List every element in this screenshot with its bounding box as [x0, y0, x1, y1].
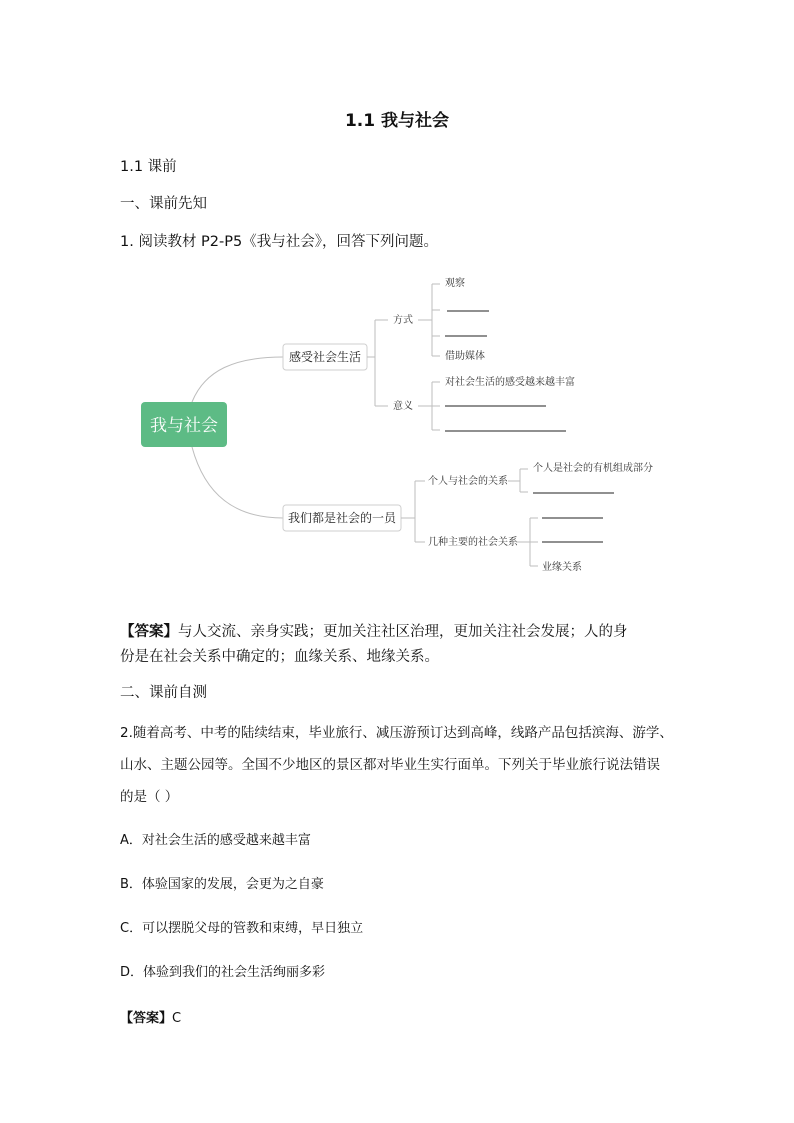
- task-1: 1. 阅读教材 P2-P5《我与社会》，回答下列问题。: [120, 234, 438, 250]
- fangshi-item-2: 借助媒体: [445, 351, 485, 362]
- root-branch2-connector: [192, 447, 283, 518]
- option-d: D．体验到我们的社会生活绚丽多彩: [120, 965, 326, 980]
- fangshi-fork: [418, 284, 440, 356]
- yiyi-item-1: 对社会生活的感受越来越丰富: [445, 377, 575, 388]
- answer-2-label: 【答案】: [120, 1011, 173, 1026]
- option-b: B．体验国家的发展，会更为之自豪: [120, 877, 324, 892]
- answer-1-line-1: [120, 620, 628, 641]
- relation-label: 个人与社会的关系: [428, 476, 508, 487]
- relation-item-1: 个人是社会的有机组成部分: [533, 463, 653, 474]
- root-label: 我与社会: [150, 416, 218, 436]
- fangshi-item-1: 观察: [445, 278, 465, 289]
- yiyi-fork: [418, 382, 440, 430]
- root-branch1-connector: [192, 357, 283, 402]
- section-heading-1: 一、课前先知: [120, 196, 207, 212]
- page-title: 1.1 我与社会: [344, 111, 450, 131]
- fangshi-label: 方式: [393, 315, 413, 326]
- section-subtitle: 1.1 课前: [120, 159, 177, 175]
- question-2-line-1: 2.随着高考、中考的陆续结束，毕业旅行、减压游预订达到高峰，线路产品包括滨海、游学、: [120, 725, 673, 741]
- social-fork: [516, 518, 538, 566]
- section-heading-2: 二、课前自测: [120, 685, 207, 701]
- answer-1-label: 【答案】: [120, 624, 178, 640]
- answer-1-line-2: 份是在社会关系中确定的；血缘关系、地缘关系。: [120, 649, 439, 665]
- social-item-1: 业缘关系: [542, 562, 582, 573]
- answer-2: [120, 1007, 181, 1026]
- option-a: A．对社会生活的感受越来越丰富: [120, 833, 311, 848]
- branch1-label: 感受社会生活: [288, 350, 362, 364]
- relation-fork: [508, 469, 528, 492]
- branch2-fork: [401, 481, 425, 542]
- yiyi-label: 意义: [393, 401, 413, 412]
- question-2-line-3: 的是（ ）: [120, 789, 179, 805]
- branch1-fork: [367, 320, 388, 406]
- answer-1-text-1: 与人交流、亲身实践；更加关注社区治理，更加关注社会发展；人的身: [178, 624, 628, 640]
- question-2-line-2: 山水、主题公园等。全国不少地区的景区都对毕业生实行面单。下列关于毕业旅行说法错误: [120, 757, 660, 773]
- social-label: 几种主要的社会关系: [428, 537, 518, 548]
- option-c: C．可以摆脱父母的管教和束缚，早日独立: [120, 921, 364, 936]
- answer-2-value: C: [172, 1011, 182, 1026]
- branch2-label: 我们都是社会的一员: [287, 511, 397, 525]
